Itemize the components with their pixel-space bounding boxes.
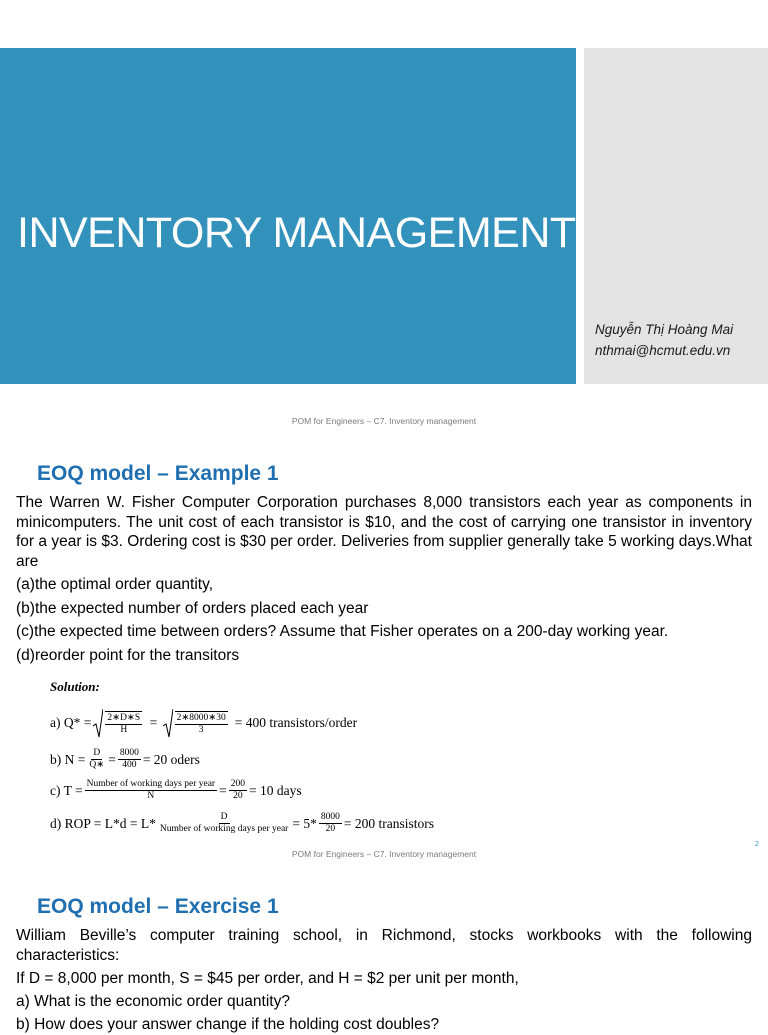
- page-number: 2: [755, 841, 759, 848]
- eq-prefix: a) Q* =: [50, 715, 92, 730]
- fraction: [85, 779, 217, 802]
- fraction: [105, 711, 142, 736]
- equals-sign: =: [146, 715, 161, 730]
- sqrt-icon: [163, 708, 173, 738]
- question-d: [16, 646, 239, 666]
- slide2-heading: EOQ model – Example 1: [37, 462, 279, 485]
- denominator: 20: [325, 824, 336, 834]
- equation-b: [50, 748, 200, 771]
- slide2-footer: POM for Engineers – C7. Inventory management: [291, 849, 477, 859]
- numerator: D: [93, 748, 101, 758]
- page-title: INVENTORY MANAGEMENT: [17, 209, 576, 257]
- solution-label: Solution:: [50, 679, 100, 694]
- equals-sign: =: [108, 751, 116, 767]
- numerator: 2∗D∗S: [107, 712, 141, 723]
- author-name: Nguyễn Thị Hoàng Mai: [595, 322, 734, 337]
- slide2-problem: The Warren W. Fisher Computer Corporation purchases 8,000 transistors each year as components in minicomputers. The unit cost of each transistor is $10, and the cost of carrying one transistor in inventory for a year is $3. Ordering cost is $30 per order. Deliveries from supplier generally take 5 working days.What are: [16, 494, 752, 570]
- question-c: [16, 622, 668, 642]
- eq-result: = 400 transistors/order: [234, 715, 358, 730]
- eq-prefix: d) ROP = L*d = L*: [50, 815, 156, 831]
- exercise-line: b) How does your answer change if the holding cost doubles?: [16, 1016, 440, 1033]
- fraction: [87, 748, 106, 771]
- equation-d: [50, 812, 434, 835]
- numerator: 200: [230, 779, 245, 789]
- denominator: 400: [122, 760, 137, 770]
- numerator: Number of working days per year: [86, 779, 216, 789]
- slide3-heading: EOQ model – Exercise 1: [37, 895, 279, 918]
- denominator: H: [120, 724, 128, 735]
- eq-result: = 20 oders: [142, 751, 200, 767]
- fraction: [175, 711, 228, 736]
- denominator: Number of working days per year: [159, 824, 289, 834]
- eq-result: = 200 transistors: [343, 815, 434, 831]
- numerator: 8000: [320, 812, 340, 822]
- sqrt-expression: [163, 708, 230, 738]
- eq-mid: = 5*: [292, 815, 317, 831]
- sqrt-expression: [93, 708, 144, 738]
- equals-sign: =: [219, 782, 227, 798]
- author-email: nthmai@hcmut.edu.vn: [595, 343, 731, 358]
- equation-c: [50, 779, 302, 802]
- fraction: [118, 748, 141, 771]
- question-text: the expected time between orders? Assume that Fisher operates on a 200-day working year.: [34, 623, 669, 640]
- fraction: [319, 812, 342, 835]
- question-text: reorder point for the transitors: [34, 647, 240, 664]
- fraction: [158, 812, 290, 835]
- slide3-problem: William Beville’s computer training school, in Richmond, stocks workbooks with the following characteristics:: [16, 927, 752, 964]
- slide1-footer: POM for Engineers – C7. Inventory management: [291, 416, 477, 426]
- eq-prefix: c) T =: [50, 782, 83, 798]
- exercise-line: If D = 8,000 per month, S = $45 per order, and H = $2 per unit per month,: [16, 970, 519, 987]
- numerator: 2∗8000∗30: [176, 712, 226, 723]
- fraction: [229, 779, 247, 802]
- question-label: (b): [16, 600, 35, 617]
- question-label: (a): [16, 576, 35, 593]
- numerator: 8000: [119, 748, 139, 758]
- question-label: (c): [16, 623, 35, 640]
- question-text: the expected number of orders placed each year: [34, 600, 369, 617]
- question-label: (d): [16, 647, 35, 664]
- question-b: [16, 599, 368, 619]
- author-block: [595, 319, 733, 361]
- sqrt-icon: [93, 708, 103, 738]
- exercise-line: a) What is the economic order quantity?: [16, 993, 290, 1010]
- equation-a: [50, 708, 357, 738]
- eq-prefix: b) N =: [50, 751, 86, 767]
- question-a: [16, 575, 213, 595]
- question-text: the optimal order quantity,: [34, 576, 214, 593]
- numerator: D: [220, 812, 228, 822]
- denominator: 3: [198, 724, 204, 735]
- eq-result: = 10 days: [248, 782, 302, 798]
- denominator: N: [147, 791, 155, 801]
- denominator: 20: [233, 791, 243, 801]
- denominator: Q∗: [89, 760, 105, 770]
